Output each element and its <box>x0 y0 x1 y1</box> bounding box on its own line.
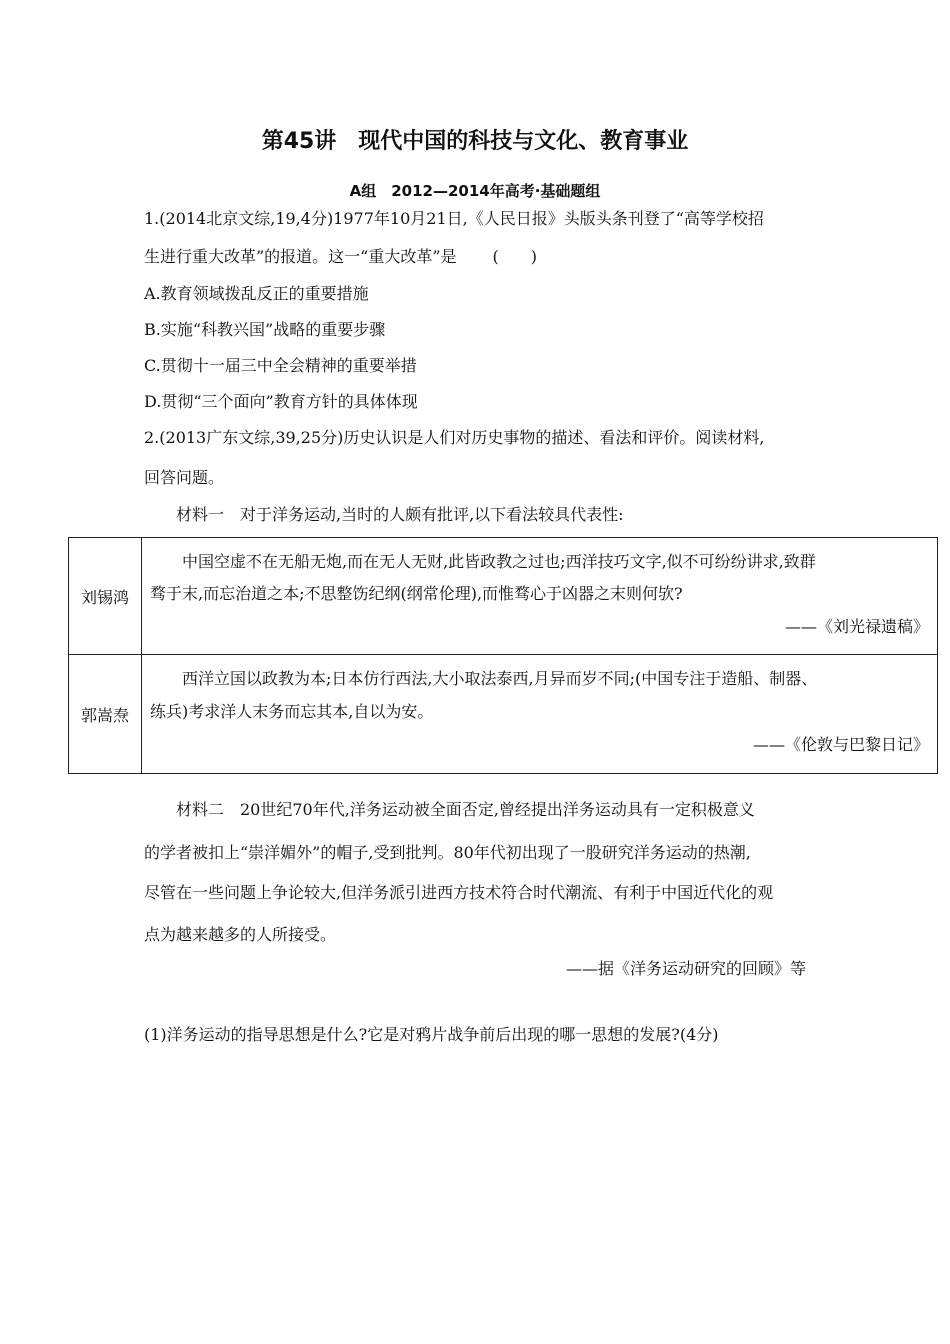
q1-stem-line-1: 1.(2014北京文综,19,4分)1977年10月21日,《人民日报》头版头条刊登了“高等学校招 <box>144 209 764 228</box>
quote-line: 中国空虚不在无船无炮,而在无人无财,此皆政教之过也;西洋技巧文字,似不可纷纷讲求,致群 <box>150 552 816 571</box>
option-c: C.贯彻十一届三中全会精神的重要举措 <box>144 356 417 375</box>
option-b: B.实施“科教兴国”战略的重要步骤 <box>144 320 386 339</box>
q2-stem-line-2: 回答问题。 <box>144 468 225 487</box>
section-heading: A组 2012—2014年高考·基础题组 <box>349 182 601 200</box>
material-1-intro: 材料一 对于洋务运动,当时的人颇有批评,以下看法较具代表性: <box>176 505 624 524</box>
quote-cell <box>142 655 938 774</box>
table-row <box>69 538 938 655</box>
table-row <box>69 655 938 774</box>
person-name: 刘锡鸿 <box>69 538 142 655</box>
answer-blank: ( ) <box>492 247 538 266</box>
quote-line: 练兵)考求洋人末务而忘其本,自以为安。 <box>150 702 434 721</box>
quote-source: ——《刘光禄遗稿》 <box>784 617 929 636</box>
q1-stem-line-2 <box>144 246 537 268</box>
material-2-line-1: 材料二 20世纪70年代,洋务运动被全面否定,曾经提出洋务运动具有一定积极意义 <box>176 800 755 819</box>
quote-cell <box>142 538 938 655</box>
quote-line: 骛于末,而忘治道之本;不思整饬纪纲(纲常伦理),而惟骛心于凶器之末则何欤? <box>150 584 683 603</box>
person-name: 郭嵩焘 <box>69 655 142 774</box>
quote-line: 西洋立国以政教为本;日本仿行西法,大小取法泰西,月异而岁不同;(中国专注于造船、制器、 <box>150 669 818 688</box>
q1-stem-text: 生进行重大改革”的报道。这一“重大改革”是 <box>144 247 457 266</box>
quote-source: ——《伦敦与巴黎日记》 <box>752 735 929 754</box>
option-d: D.贯彻“三个面向”教育方针的具体体现 <box>144 392 418 411</box>
q2-stem-line-1: 2.(2013广东文综,39,25分)历史认识是人们对历史事物的描述、看法和评价。阅读材料, <box>144 428 765 447</box>
material-2-line-4: 点为越来越多的人所接受。 <box>144 925 337 944</box>
material-2-line-2: 的学者被扣上“崇洋媚外”的帽子,受到批判。80年代初出现了一股研究洋务运动的热潮, <box>144 843 751 862</box>
material-2-line-3: 尽管在一些问题上争论较大,但洋务派引进西方技术符合时代潮流、有利于中国近代化的观 <box>144 883 774 902</box>
material-1-table <box>68 537 938 774</box>
material-2-source: ——据《洋务运动研究的回顾》等 <box>565 959 806 978</box>
page-title: 第45讲 现代中国的科技与文化、教育事业 <box>261 129 689 154</box>
sub-question-1: (1)洋务运动的指导思想是什么?它是对鸦片战争前后出现的哪一思想的发展?(4分) <box>144 1025 719 1044</box>
option-a: A.教育领域拨乱反正的重要措施 <box>144 284 369 303</box>
